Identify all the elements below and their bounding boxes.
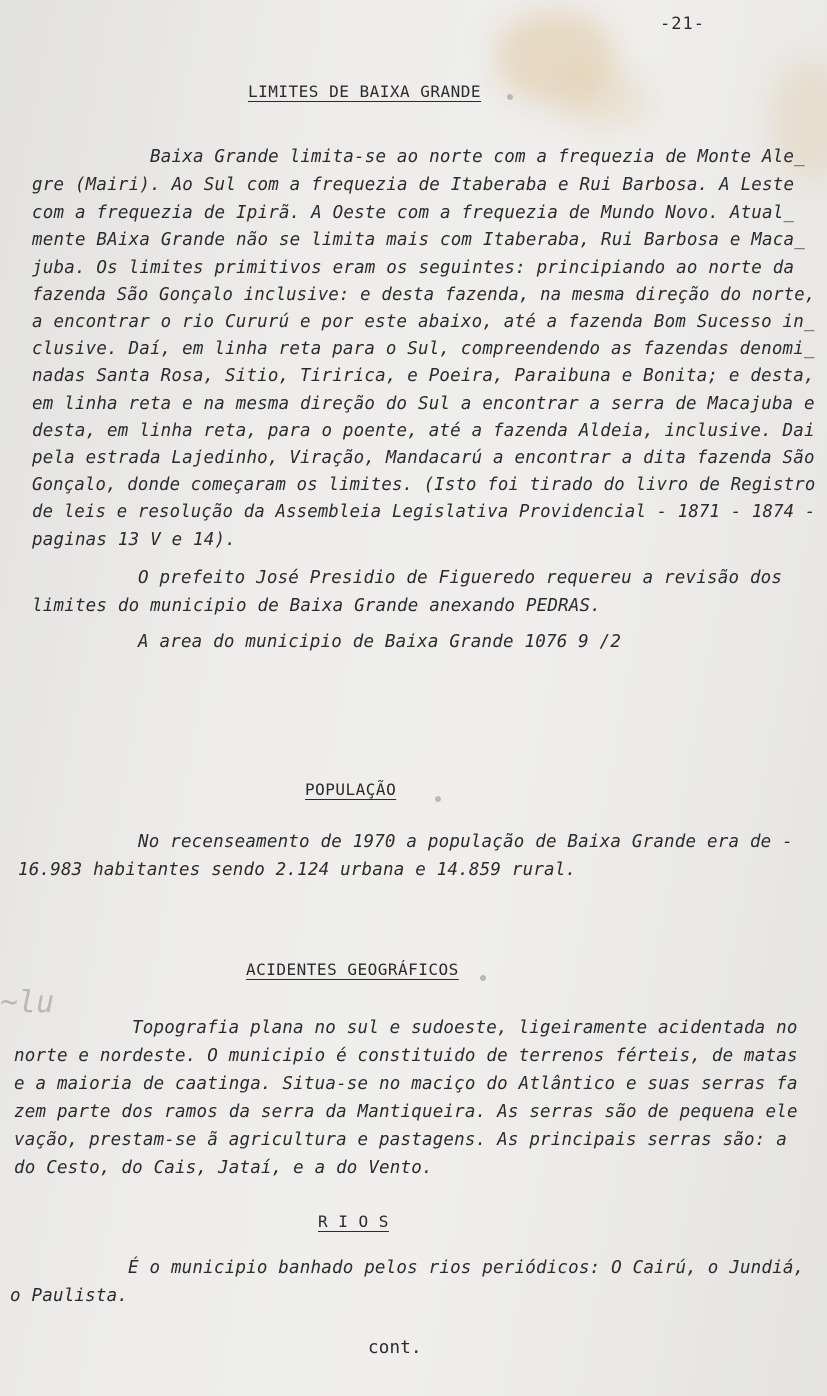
text-line: gre (Mairi). Ao Sul com a frequezia de Itaberaba e Rui Barbosa. A Leste (32, 175, 795, 195)
text-line: A area do municipio de Baixa Grande 1076 9 /2 (138, 632, 622, 652)
text-line: 16.983 habitantes sendo 2.124 urbana e 14.859 rural. (18, 860, 577, 880)
text-line: o Paulista. (10, 1286, 129, 1306)
text-line: com a frequezia de Ipirã. A Oeste com a frequezia de Mundo Novo. Atual_ (32, 203, 795, 223)
continuation-note: cont. (368, 1338, 422, 1358)
heading-acidentes: ACIDENTES GEOGRÁFICOS (246, 960, 459, 979)
text-line: É o municipio banhado pelos rios periódicos: O Cairú, o Jundiá, (128, 1258, 805, 1278)
page-number: -21- (660, 14, 705, 34)
text-line: pela estrada Lajedinho, Viração, Mandacarú a encontrar a dita fazenda São (32, 448, 815, 468)
text-line: desta, em linha reta, para o poente, até a fazenda Aldeia, inclusive. Dai (32, 421, 815, 441)
text-line: do Cesto, do Cais, Jataí, e a do Vento. (14, 1158, 433, 1178)
text-line: paginas 13 V e 14). (32, 530, 236, 550)
text-line: em linha reta e na mesma direção do Sul a encontrar a serra de Macajuba e (32, 394, 815, 414)
text-line: No recenseamento de 1970 a população de Baixa Grande era de - (138, 832, 793, 852)
heading-populacao: POPULAÇÃO (305, 780, 397, 799)
text-line: fazenda São Gonçalo inclusive: e desta fazenda, na mesma direção do norte, (32, 285, 816, 305)
text-line: mente BAixa Grande não se limita mais com Itaberaba, Rui Barbosa e Maca_ (32, 230, 805, 250)
text-line: juba. Os limites primitivos eram os seguintes: principiando ao norte da (32, 258, 795, 278)
text-line: O prefeito José Presidio de Figueredo requereu a revisão dos (138, 568, 783, 588)
text-line: limites do municipio de Baixa Grande anexando PEDRAS. (32, 596, 602, 616)
paper-mark (480, 975, 486, 981)
heading-limites: LIMITES DE BAIXA GRANDE (248, 82, 482, 101)
heading-rios: R I O S (318, 1212, 389, 1231)
text-line: Baixa Grande limita-se ao norte com a frequezia de Monte Ale_ (150, 147, 805, 167)
text-line: de leis e resolução da Assembleia Legislativa Providencial - 1871 - 1874 - (32, 502, 816, 522)
text-line: Topografia plana no sul e sudoeste, ligeiramente acidentada no (132, 1018, 798, 1038)
text-line: e a maioria de caatinga. Situa-se no maciço do Atlântico e suas serras fa (14, 1074, 798, 1094)
text-line: zem parte dos ramos da serra da Mantiqueira. As serras são de pequena ele (14, 1102, 798, 1122)
text-line: nadas Santa Rosa, Sitio, Tiririca, e Poeira, Paraibuna e Bonita; e desta, (32, 366, 815, 386)
text-line: vação, prestam-se ã agricultura e pastagens. As principais serras são: a (14, 1130, 787, 1150)
text-line: norte e nordeste. O municipio é constituido de terrenos férteis, de matas (14, 1046, 798, 1066)
text-line: clusive. Daí, em linha reta para o Sul, compreendendo as fazendas denomi_ (32, 339, 815, 359)
text-line: a encontrar o rio Cururú e por este abaixo, até a fazenda Bom Sucesso in_ (32, 312, 815, 332)
paper-stain (560, 70, 650, 130)
text-line: Gonçalo, donde começaram os limites. (Isto foi tirado do livro de Registro (32, 475, 816, 495)
margin-scribble: ~lu (0, 985, 55, 1020)
paper-mark (435, 796, 441, 802)
paper-mark (507, 94, 513, 100)
